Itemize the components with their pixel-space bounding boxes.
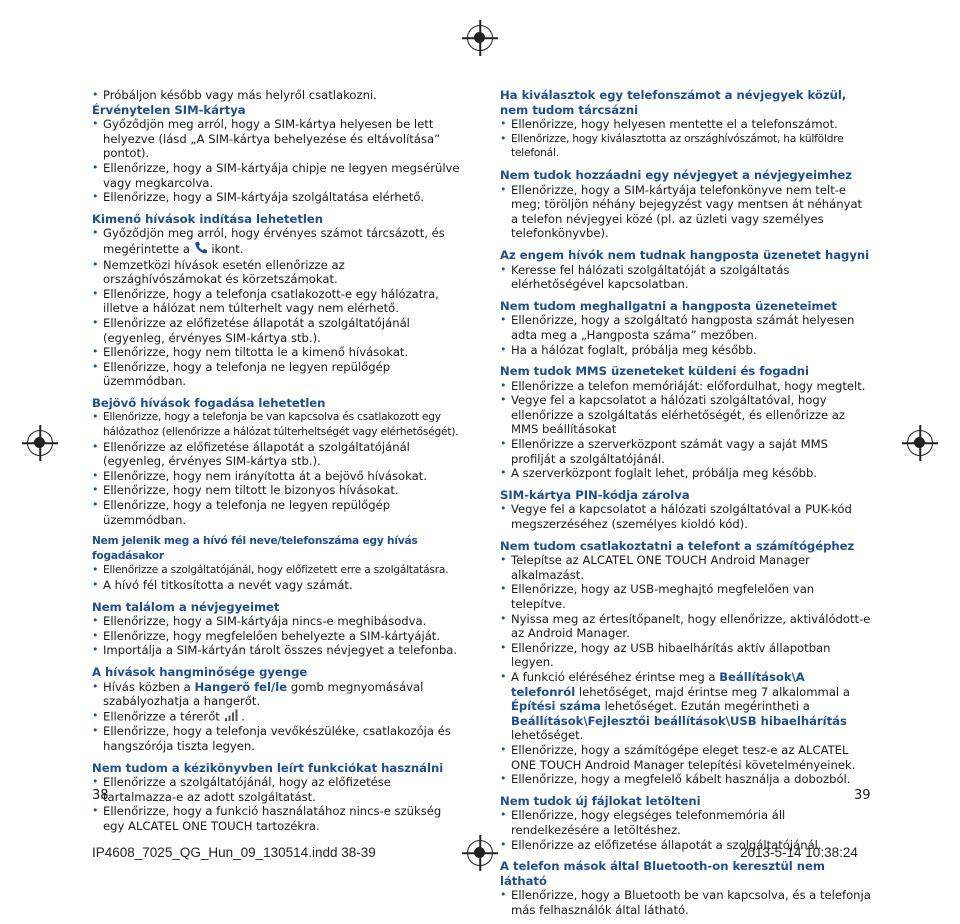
phone-icon [194, 241, 208, 258]
text-run: . [241, 709, 245, 724]
menu-path: Beállítások\Fejlesztői beállítások\USB hibaelhárítás [511, 713, 847, 728]
bullet-list [92, 614, 462, 658]
text-run: Hívás közben a [103, 679, 195, 694]
list-item: • Próbáljon később vagy más helyről csatlakozni. [92, 88, 462, 103]
bullet-list [92, 117, 462, 205]
footer-datetime: 2013-5-14 10:38:24 [740, 845, 858, 860]
section-heading: Nem tudom meghallgatni a hangposta üzeneteimet [500, 298, 837, 313]
text-run: Győződjön meg arról, hogy érvényes számot tárcsázott, és megérintette a [103, 226, 445, 256]
signal-icon [224, 709, 238, 725]
list-item: • Ellenőrizze, hogy a telefonja ne legyen repülőgép üzemmódban. [92, 498, 462, 527]
bullet-list [500, 263, 872, 292]
intro-list [92, 88, 462, 103]
bullet-list [500, 183, 872, 241]
list-item [92, 709, 462, 725]
list-item: • A szerverközpont foglalt lehet, próbálja meg később. [500, 466, 872, 481]
bullet-list [500, 379, 872, 481]
troubleshooting-section [92, 761, 462, 834]
troubleshooting-section [500, 364, 872, 481]
key-name: Hangerő fel/le [194, 679, 288, 694]
text-run: lehetőséget, majd érintse meg 7 alkalommal a [575, 684, 850, 699]
left-page-column [92, 88, 462, 841]
menu-path: Építési száma [511, 699, 601, 714]
list-item: • Ellenőrizze a telefon memóriáját: előfordulhat, hogy megtelt. [500, 379, 872, 394]
text-run: lehetőséget. [511, 728, 584, 743]
list-item: • Ellenőrizze, hogy a SIM-kártyája nincs-e meghibásodva. [92, 614, 462, 629]
bullet-list [500, 888, 872, 917]
list-item: • Nemzetközi hívások esetén ellenőrizze az országhívószámokat és körzetszámokat. [92, 258, 462, 287]
section-heading: Nem tudok új fájlokat letölteni [500, 793, 701, 808]
list-item: • Nyissa meg az értesítőpanelt, hogy ellenőrizze, aktiválódott-e az Android Manager. [500, 612, 872, 641]
troubleshooting-section [92, 396, 462, 527]
list-item: • Ellenőrizze, hogy megfelelően behelyezte a SIM-kártyáját. [92, 629, 462, 644]
text-run: ikont. [211, 241, 244, 256]
troubleshooting-section [500, 299, 872, 357]
list-item: • Győződjön meg arról, hogy a SIM-kártya helyesen be lett helyezve (lásd „A SIM-kártya behelyezése és eltávolítása” pontot). [92, 117, 462, 161]
list-item: • Ellenőrizze, hogy a telefonja csatlakozott-e egy hálózatra, illetve a hálózat nem túlterhelt vagy nem elérhető. [92, 287, 462, 316]
list-item: • Telepítse az ALCATEL ONE TOUCH Android Manager alkalmazást. [500, 553, 872, 582]
list-item: • Ellenőrizze, hogy a megfelelő kábelt használja a dobozból. [500, 772, 872, 787]
troubleshooting-section [500, 88, 872, 161]
section-heading: Nem jelenik meg a hívó fél neve/telefonszáma egy hívás fogadásakor [92, 535, 418, 562]
left-page-number: 38 [92, 788, 109, 803]
list-item: • Ellenőrizze, hogy nem tiltotta le a kimenő hívásokat. [92, 345, 462, 360]
bullet-list [92, 775, 462, 833]
list-item: • Ellenőrizze, hogy nem irányította át a bejövő hívásokat. [92, 469, 462, 484]
right-page-number: 39 [854, 788, 871, 803]
section-heading: A hívások hangminősége gyenge [92, 664, 308, 679]
list-item: • Ellenőrizze, hogy elegséges telefonmemória áll rendelkezésére a letöltéshez. [500, 808, 872, 837]
list-item [500, 670, 872, 743]
list-item: • Ellenőrizze, hogy a funkció használatához nincs-e szükség egy ALCATEL ONE TOUCH tartozékra. [92, 804, 462, 833]
section-heading: Nem tudom csatlakoztatni a telefont a számítógéphez [500, 538, 855, 553]
list-item: • A hívó fél titkosította a nevét vagy számát. [92, 578, 462, 593]
section-heading: Az engem hívók nem tudnak hangposta üzenetet hagyni [500, 247, 870, 262]
list-item: • Ellenőrizze a szolgáltatójánál, hogy az előfizetése tartalmazza-e az adott szolgáltatást. [92, 775, 462, 804]
list-item [92, 680, 462, 709]
menu-path: Beállítások\A telefonról [511, 669, 805, 699]
troubleshooting-section [92, 600, 462, 658]
bullet-list [92, 563, 462, 592]
bullet-list [500, 117, 872, 161]
text-run: gomb megnyomásával szabályozhatja a hangerőt. [103, 679, 424, 709]
troubleshooting-section [500, 248, 872, 292]
text-run: A funkció eléréséhez érintse meg a [511, 669, 720, 684]
list-item: • Ellenőrizze, hogy az USB-meghajtó megfelelően van telepítve. [500, 582, 872, 611]
list-item: • Ellenőrizze az előfizetése állapotát a szolgáltatójánál (egyenleg, érvényes SIM-kártya stb.). [92, 440, 462, 469]
list-item: • Ellenőrizze, hogy kiválasztotta az országhívószámot, ha külföldre telefonál. [500, 132, 872, 161]
troubleshooting-section [92, 103, 462, 205]
registration-mark-bottom-icon [467, 840, 493, 866]
section-heading: Nem találom a névjegyeimet [92, 599, 280, 614]
section-heading: Kimenő hívások indítása lehetetlen [92, 211, 323, 226]
registration-mark-right-icon [907, 430, 933, 456]
list-item: • Ellenőrizze, hogy a szolgáltató hangposta számát helyesen adta meg a „Hangposta száma” mezőben. [500, 313, 872, 342]
registration-mark-top-icon [467, 25, 493, 51]
list-item: • Ellenőrizze, hogy a számítógépe eleget tesz-e az ALCATEL ONE TOUCH Android Manager telepítési követelményeinek. [500, 743, 872, 772]
bullet-list [92, 680, 462, 754]
troubleshooting-section [92, 212, 462, 389]
section-heading: Érvénytelen SIM-kártya [92, 102, 246, 117]
registration-mark-left-icon [27, 430, 53, 456]
bullet-list [500, 502, 872, 531]
bullet-list [92, 410, 462, 527]
list-item: • Ellenőrizze, hogy az USB hibaelhárítás aktív állapotban legyen. [500, 641, 872, 670]
list-item: • Ellenőrizze az előfizetése állapotát a szolgáltatójánál. [500, 838, 872, 853]
troubleshooting-section [500, 859, 872, 917]
list-item: • Ellenőrizze, hogy nem tiltott le bizonyos hívásokat. [92, 483, 462, 498]
list-item: • Ellenőrizze az előfizetése állapotát a szolgáltatójánál (egyenleg, érvényes SIM-kártya stb.). [92, 316, 462, 345]
list-item: • Ellenőrizze, hogy a telefonja be van kapcsolva és csatlakozott egy hálózathoz (ellenőrizze a hálózat túlterheltségét vagy elérhetőségét). [92, 410, 462, 439]
troubleshooting-section [500, 168, 872, 241]
section-heading: Nem tudok hozzáadni egy névjegyet a névjegyeimhez [500, 167, 852, 182]
bullet-list [500, 313, 872, 357]
troubleshooting-section [500, 539, 872, 787]
list-item: • Vegye fel a kapcsolatot a hálózati szolgáltatóval, hogy ellenőrizze a szolgáltatás elérhetőségét, és ellenőrizze az MMS beállításokat [500, 393, 872, 437]
list-item: • Ellenőrizze a szolgáltatójánál, hogy előfizetett erre a szolgáltatásra. [92, 563, 462, 578]
troubleshooting-section [92, 534, 462, 592]
text-run: Ellenőrizze a térerőt [103, 709, 224, 724]
list-item: • Ellenőrizze, hogy a telefonja vevőkészüléke, csatlakozója és hangszórója tiszta legyen. [92, 724, 462, 753]
list-item: • Keresse fel hálózati szolgáltatóját a szolgáltatás elérhetőségével kapcsolatban. [500, 263, 872, 292]
section-heading: Nem tudom a kézikönyvben leírt funkciókat használni [92, 760, 444, 775]
section-heading: SIM-kártya PIN-kódja zárolva [500, 487, 690, 502]
list-item: • Ellenőrizze a szerverközpont számát vagy a saját MMS profilját a szolgáltatójánál. [500, 437, 872, 466]
list-item: • Ellenőrizze, hogy a Bluetooth be van kapcsolva, és a telefonja más felhasználók által látható. [500, 888, 872, 917]
right-page-column [500, 88, 872, 924]
section-heading: Nem tudok MMS üzeneteket küldeni és fogadni [500, 364, 810, 379]
section-heading: A telefon mások által Bluetooth-on keresztül nem látható [500, 859, 825, 888]
section-heading: Ha kiválasztok egy telefonszámot a névjegyek közül, nem tudom tárcsázni [500, 88, 847, 117]
list-item: • Importálja a SIM-kártyán tárolt összes névjegyet a telefonba. [92, 643, 462, 658]
bullet-list [92, 226, 462, 389]
list-item: • Vegye fel a kapcsolatot a hálózati szolgáltatóval a PUK-kód megszerzéséhez (személyes kioldó kód). [500, 502, 872, 531]
footer-filename: IP4608_7025_QG_Hun_09_130514.indd 38-39 [92, 845, 376, 860]
bullet-list [500, 553, 872, 787]
list-item: • Ellenőrizze, hogy helyesen mentette el a telefonszámot. [500, 117, 872, 132]
troubleshooting-section [500, 794, 872, 852]
text-run: lehetőséget. Ezután megérintheti a [600, 699, 810, 714]
list-item [92, 226, 462, 257]
troubleshooting-section [92, 665, 462, 754]
list-item: • Ellenőrizze, hogy a SIM-kártyája szolgáltatása elérhető. [92, 190, 462, 205]
list-item: • Ellenőrizze, hogy a SIM-kártyája chipje ne legyen megsérülve vagy megkarcolva. [92, 161, 462, 190]
troubleshooting-section [500, 488, 872, 532]
list-item: • Ellenőrizze, hogy a SIM-kártyája telefonkönyve nem telt-e meg; töröljön néhány bejegyzést vagy mentsen át néhányat a telefon névjegyei közé (pl. az üzleti vagy személyes telefonkönyvbe). [500, 183, 872, 241]
section-heading: Bejövő hívások fogadása lehetetlen [92, 395, 326, 410]
list-item: • Ha a hálózat foglalt, próbálja meg később. [500, 343, 872, 358]
list-item: • Ellenőrizze, hogy a telefonja ne legyen repülőgép üzemmódban. [92, 360, 462, 389]
